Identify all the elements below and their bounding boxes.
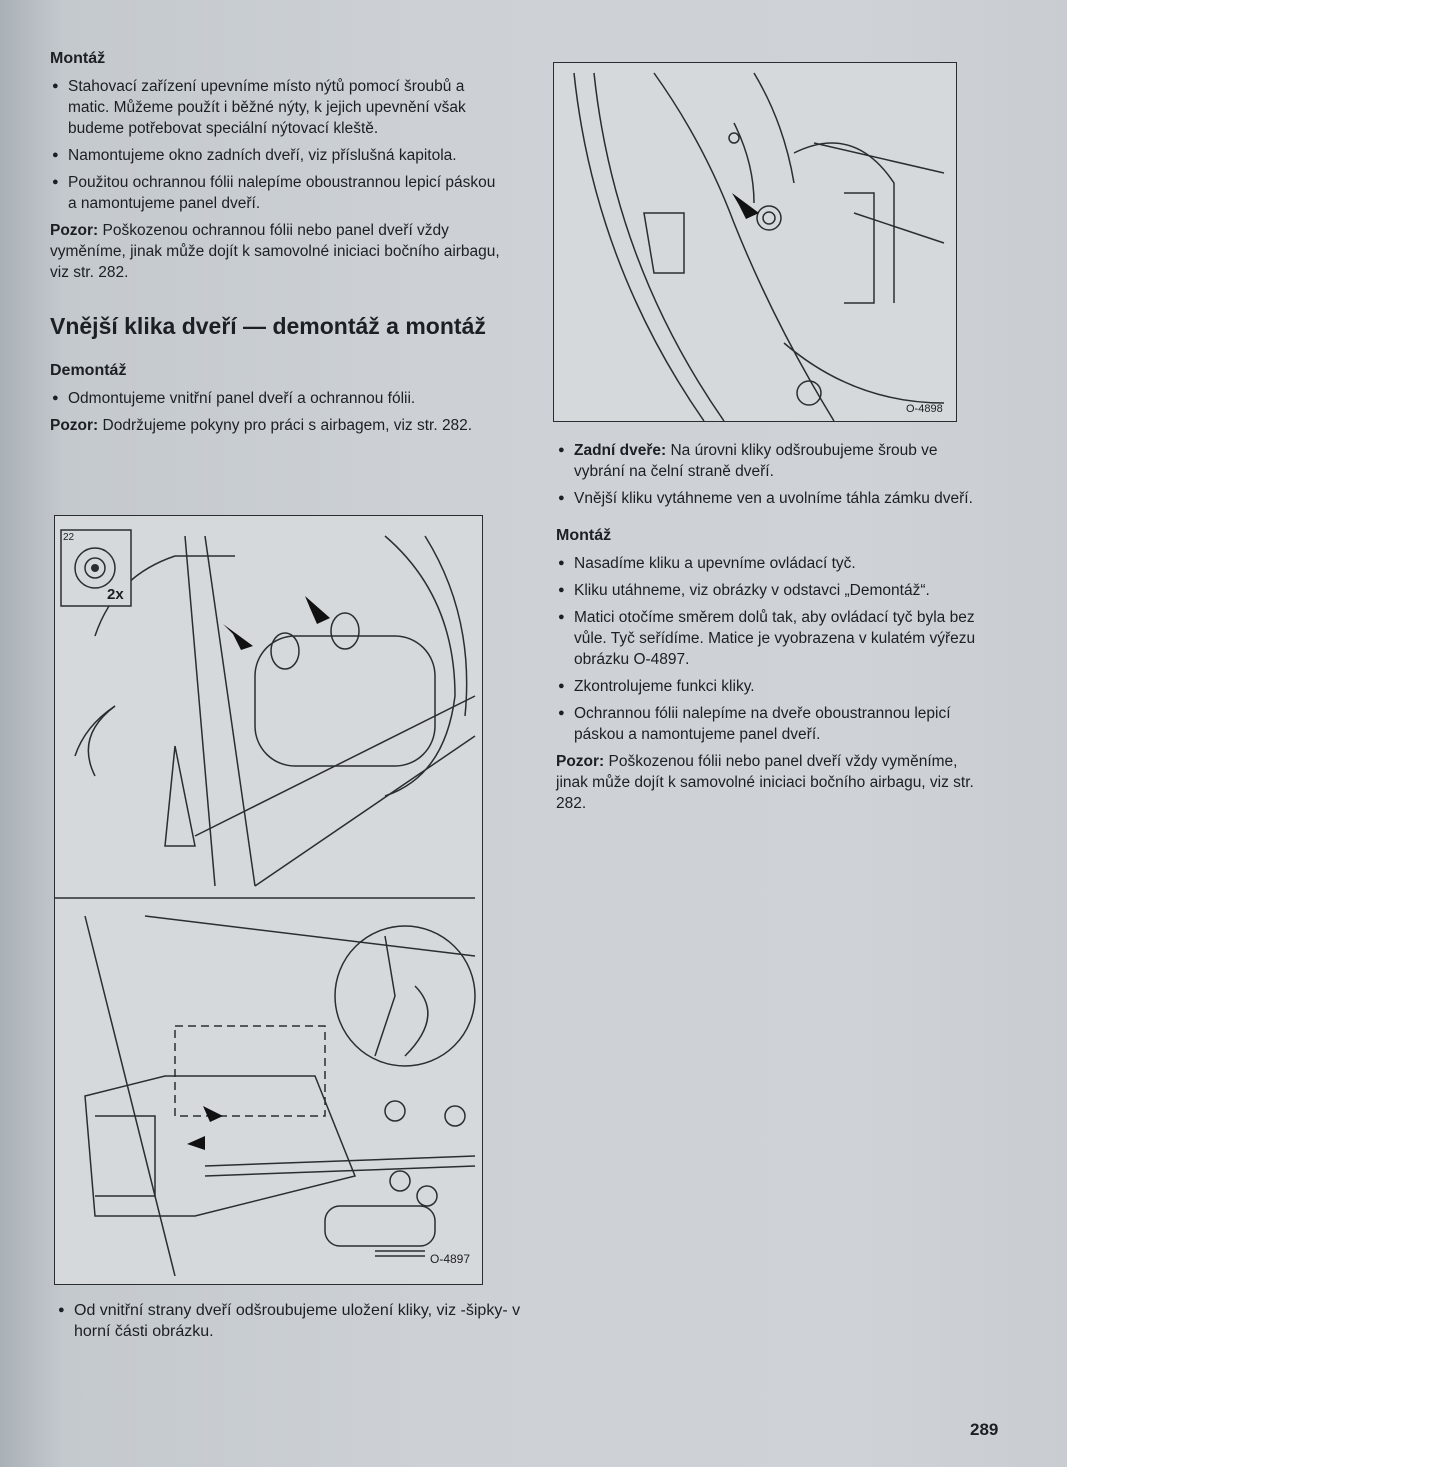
figure-rear-door-screw — [553, 62, 957, 422]
montaz-bullet-5: ● Ochrannou fólii nalepíme na dveře oboustrannou lepicí páskou a namontujeme panel dveří. — [556, 703, 988, 745]
right-note-text: Poškozenou fólii nebo panel dveří vždy vyměníme, jinak může dojít k samovolné iniciaci bočního airbagu, viz str. 282. — [556, 753, 974, 812]
right-note — [556, 751, 988, 814]
right-column — [556, 440, 988, 820]
top-bullet-3: ● Použitou ochrannou fólii nalepíme oboustrannou lepicí páskou a namontujeme panel dveří. — [50, 172, 500, 214]
montaz-heading-right: Montáž — [556, 527, 612, 544]
left-column — [50, 50, 500, 442]
demontaz-heading: Demontáž — [50, 362, 127, 379]
demontaz-bullet-1: ● Odmontujeme vnitřní panel dveří a ochrannou fólii. — [50, 388, 500, 409]
demontaz-note-label: Pozor: — [50, 417, 99, 434]
figure-id-left: O-4897 — [430, 1252, 471, 1266]
figure-door-handle-inside — [54, 515, 483, 1285]
top-note-text: Poškozenou ochrannou fólii nebo panel dveří vždy vyměníme, jinak může dojít k samovolné iniciaci bočního airbagu, viz str. 282. — [50, 222, 500, 281]
section-title: Vnější klika dveří — demontáž a montáž — [50, 313, 486, 339]
inset-count-label: 2x — [107, 586, 124, 603]
door-handle-inside-illustration — [55, 516, 482, 1284]
montaz-heading-top: Montáž — [50, 50, 106, 67]
montaz-bullet-1: ● Nasadíme kliku a upevníme ovládací tyč. — [556, 553, 988, 574]
top-note — [50, 220, 500, 283]
top-note-label: Pozor: — [50, 222, 99, 239]
page-number: 289 — [970, 1420, 999, 1439]
inset-size-label: 22 — [63, 532, 75, 543]
bottom-left-bullet: ● Od vnitřní strany dveří odšroubujeme uložení kliky, viz -šipky- v horní části obrázku. — [56, 1300, 524, 1342]
demontaz-note — [50, 415, 500, 436]
top-bullet-1: ● Stahovací zařízení upevníme místo nýtů pomocí šroubů a matic. Můžeme použít i běžné nýty, k jejich upevnění však budeme potřebovat speciální nýtovací kleště. — [50, 76, 500, 139]
top-bullet-2: ● Namontujeme okno zadních dveří, viz příslušná kapitola. — [50, 145, 500, 166]
handle-pull-bullet: ● Vnější kliku vytáhneme ven a uvolníme táhla zámku dveří. — [556, 488, 988, 509]
figure-id-right: O-4898 — [906, 403, 943, 415]
montaz-bullet-2: ● Kliku utáhneme, viz obrázky v odstavci „Demontáž“. — [556, 580, 988, 601]
rear-door-label: Zadní dveře: — [574, 442, 667, 459]
montaz-bullet-3: ● Matici otočíme směrem dolů tak, aby ovládací tyč byla bez vůle. Tyč seřídíme. Matice je vyobrazena v kulatém výřezu obrázku O-4897. — [556, 607, 988, 670]
rear-door-text: Na úrovni kliky odšroubujeme šroub ve vybrání na čelní straně dveří. — [574, 442, 938, 480]
rear-door-bullet — [556, 440, 988, 482]
montaz-bullet-4: ● Zkontrolujeme funkci kliky. — [556, 676, 988, 697]
rear-door-screw-illustration — [554, 63, 956, 421]
demontaz-note-text: Dodržujeme pokyny pro práci s airbagem, viz str. 282. — [102, 417, 473, 434]
right-note-label: Pozor: — [556, 753, 605, 770]
